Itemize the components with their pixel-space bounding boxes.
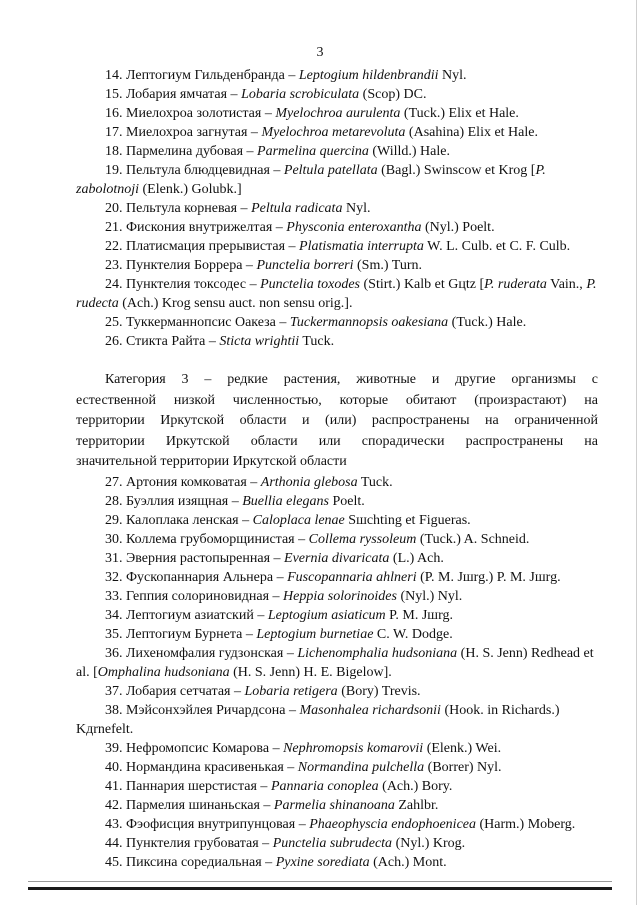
entry-text: (Ach.) Bory. <box>378 778 453 794</box>
species-entry <box>76 568 598 587</box>
entry-text: (Ach.) Mont. <box>369 854 447 870</box>
document-body <box>76 66 598 872</box>
species-entry <box>76 815 598 834</box>
latin-name: Myelochroa metarevoluta <box>261 125 406 140</box>
latin-name: P. ruderata <box>484 277 547 292</box>
category-line: территории Иркутской области и (или) распространены на ограниченной <box>76 413 598 428</box>
entry-text: (Hook. in Richards.) Kдrnefelt. <box>76 702 560 737</box>
species-entry <box>76 587 598 606</box>
species-entry <box>76 199 598 218</box>
entry-text: (Nyl.) Krog. <box>392 835 466 851</box>
species-entry <box>76 142 598 161</box>
entry-text: (Scop) DC. <box>359 87 427 102</box>
latin-name: P. rudecta <box>76 277 597 311</box>
latin-name: Fuscopannaria ahlneri <box>287 569 417 585</box>
species-entry <box>76 85 598 104</box>
species-entry <box>76 606 598 625</box>
species-entry <box>76 161 598 199</box>
species-entry <box>76 492 598 511</box>
species-entry <box>76 853 598 872</box>
latin-name: Arthonia glebosa <box>260 474 358 490</box>
category-line: естественной низкой численностью, которые обитают (произрастают) на <box>76 392 598 408</box>
species-entry <box>76 644 598 682</box>
latin-name: Nephromopsis komarovii <box>283 740 424 756</box>
entry-text: 40. Нормандина красивенькая – <box>105 759 298 775</box>
latin-name: Myelochroa aurulenta <box>275 106 401 121</box>
latin-name: Parmelia shinanoana <box>273 797 395 813</box>
latin-name: Platismatia interrupta <box>299 239 424 254</box>
species-entry <box>76 530 598 549</box>
entry-text: Nyl. <box>342 201 371 216</box>
species-entry <box>76 332 598 351</box>
entry-text: 43. Фэофисция внутрипунцовая – <box>105 816 310 832</box>
entry-text: (Harm.) Moberg. <box>476 816 576 832</box>
species-entry <box>76 625 598 644</box>
entry-text: Tuck. <box>357 474 393 490</box>
entry-text: (P. M. Jшrg.) P. M. Jшrg. <box>416 569 561 585</box>
entry-text: 22. Платисмация прерывистая – <box>105 239 300 254</box>
species-entry <box>76 104 598 123</box>
entry-text: (Stirt.) Kalb et Gцtz [ <box>360 277 485 292</box>
category-line: территории Иркутской области или спорадически распространены на <box>76 433 598 449</box>
entry-text: (L.) Ach. <box>389 550 444 566</box>
page-number: 3 <box>316 45 324 60</box>
latin-name: Punctelia subrudecta <box>272 835 393 851</box>
entry-text: (Tuck.) Elix et Hale. <box>400 106 519 121</box>
entry-text: 36. Лихеномфалия гудзонская – <box>105 645 298 661</box>
entry-text: Tuck. <box>299 334 335 349</box>
latin-name: P. zabolotnoji <box>76 163 546 197</box>
species-entry <box>76 777 598 796</box>
entry-text: 27. Артония комковатая – <box>105 474 261 490</box>
entry-text: (Bory) Trevis. <box>337 683 421 699</box>
entry-text: 31. Эверния растопыренная – <box>105 550 285 566</box>
species-entry <box>76 256 598 275</box>
entry-text: Nyl. <box>438 68 467 83</box>
latin-name: Normandina pulchella <box>297 759 425 775</box>
entry-text: 37. Лобария сетчатая – <box>105 683 245 699</box>
species-entry <box>76 123 598 142</box>
latin-name: Leptogium burnetiae <box>256 626 374 642</box>
latin-name: Leptogium asiaticum <box>267 607 386 623</box>
latin-name: Omphalina hudsoniana <box>97 664 230 680</box>
species-entry <box>76 739 598 758</box>
latin-name: Collema ryssoleum <box>308 531 417 547</box>
species-entry <box>76 758 598 777</box>
latin-name: Caloplaca lenae <box>252 512 345 528</box>
latin-name: Parmelina quercina <box>257 144 369 159</box>
entry-text: C. W. Dodge. <box>373 626 453 642</box>
latin-name: Pyxine sorediata <box>275 854 370 870</box>
latin-name: Lichenomphalia hudsoniana <box>297 645 458 661</box>
latin-name: Peltula patellata <box>283 163 378 178</box>
entry-text: (Tuck.) A. Schneid. <box>416 531 530 547</box>
species-entry <box>76 701 598 739</box>
entry-text: 17. Миелохроа загнутая – <box>105 125 262 140</box>
entry-text: (Willd.) Hale. <box>368 144 450 159</box>
entry-text: (Elenk.) Wei. <box>423 740 502 756</box>
species-entry <box>76 796 598 815</box>
entry-text: 15. Лобария ямчатая – <box>105 87 242 102</box>
entry-text: (Asahina) Elix et Hale. <box>405 125 538 140</box>
entry-text: (Nyl.) Nyl. <box>396 588 463 604</box>
entry-text: 19. Пельтула блюдцевидная – <box>105 163 284 178</box>
latin-name: Punctelia borreri <box>256 258 354 273</box>
entry-text: 26. Стикта Райта – <box>105 334 220 349</box>
entry-text: 41. Паннария шерстистая – <box>105 778 271 794</box>
entry-text: Vain., <box>546 277 587 292</box>
entry-text: 38. Мэйсонхэйлея Ричардсона – <box>105 702 300 718</box>
species-entry <box>76 473 598 492</box>
entry-text: (Sm.) Turn. <box>353 258 422 273</box>
species-entry <box>76 275 598 313</box>
latin-name: Leptogium hildenbrandii <box>298 68 439 83</box>
entry-text: 21. Фискония внутрижелтая – <box>105 220 287 235</box>
species-entry <box>76 511 598 530</box>
entry-text: 45. Пиксина соредиальная – <box>105 854 276 870</box>
species-list-bottom <box>76 473 598 872</box>
entry-text: Poelt. <box>328 493 365 509</box>
entry-text: 34. Лептогиум азиатский – <box>105 607 268 623</box>
entry-text: 44. Пунктелия грубоватая – <box>105 835 273 851</box>
entry-text: 42. Пармелия шинаньская – <box>105 797 274 813</box>
scan-edge-line <box>636 0 637 905</box>
latin-name: Tuckermannopsis oakesiana <box>289 315 449 330</box>
latin-name: Buellia elegans <box>242 493 329 509</box>
footer-rule-thin <box>28 881 612 882</box>
entry-text: 28. Буэллия изящная – <box>105 493 243 509</box>
entry-text: (H. S. Jenn) Redhead et al. [ <box>76 645 594 680</box>
latin-name: Lobaria scrobiculata <box>241 87 360 102</box>
entry-text: W. L. Culb. et C. F. Culb. <box>423 239 571 254</box>
latin-name: Evernia divaricata <box>284 550 390 566</box>
latin-name: Masonhalea richardsonii <box>299 702 441 718</box>
entry-text: 39. Нефромопсис Комарова – <box>105 740 284 756</box>
species-entry <box>76 549 598 568</box>
species-entry <box>76 682 598 701</box>
latin-name: Phaeophyscia endophoenicea <box>309 816 476 832</box>
category-line: значительной территории Иркутской области <box>76 454 347 469</box>
entry-text: Sшchting et Figueras. <box>344 512 471 528</box>
species-list-top <box>76 66 598 351</box>
entry-text: 14. Лептогиум Гильденбранда – <box>105 68 299 83</box>
species-entry <box>76 66 598 85</box>
entry-text: 23. Пунктелия Боррера – <box>105 258 257 273</box>
footer-rule <box>28 887 612 890</box>
species-entry <box>76 834 598 853</box>
latin-name: Heppia solorinoides <box>283 588 397 604</box>
category-line: Категория 3 – редкие растения, животные и другие организмы с <box>105 372 598 387</box>
entry-text: (Borrer) Nyl. <box>424 759 502 775</box>
entry-text: Zahlbr. <box>394 797 439 813</box>
entry-text: 18. Пармелина дубовая – <box>105 144 258 159</box>
entry-text: 24. Пунктелия токсодес – <box>105 277 261 292</box>
latin-name: Lobaria retigera <box>244 683 338 699</box>
entry-text: 35. Лептогиум Бурнета – <box>105 626 257 642</box>
latin-name: Sticta wrightii <box>219 334 300 349</box>
entry-text: 16. Миелохроа золотистая – <box>105 106 276 121</box>
entry-text: (Bagl.) Swinscow et Krog [ <box>377 163 536 178</box>
entry-text: (Nyl.) Poelt. <box>421 220 495 235</box>
latin-name: Punctelia toxodes <box>260 277 360 292</box>
species-entry <box>76 218 598 237</box>
entry-text: 20. Пельтула корневая – <box>105 201 252 216</box>
entry-text: 29. Калоплака ленская – <box>105 512 253 528</box>
latin-name: Physconia enteroxantha <box>286 220 422 235</box>
entry-text: 30. Коллема грубоморщинистая – <box>105 531 309 547</box>
entry-text: 32. Фускопаннария Альнера – <box>105 569 288 585</box>
category-3-description <box>76 370 598 473</box>
entry-text: (Tuck.) Hale. <box>448 315 527 330</box>
latin-name: Pannaria conoplea <box>270 778 379 794</box>
species-entry <box>76 313 598 332</box>
entry-text: 25. Туккерманнопсис Оакеза – <box>105 315 290 330</box>
entry-text: (Elenk.) Golubk.] <box>139 182 242 197</box>
entry-text: P. M. Jшrg. <box>385 607 453 623</box>
species-entry <box>76 237 598 256</box>
entry-text: (H. S. Jenn) H. E. Bigelow]. <box>229 664 392 680</box>
entry-text: 33. Геппия солориновидная – <box>105 588 284 604</box>
latin-name: Peltula radicata <box>251 201 343 216</box>
entry-text: (Ach.) Krog sensu auct. non sensu orig.]. <box>118 296 353 311</box>
